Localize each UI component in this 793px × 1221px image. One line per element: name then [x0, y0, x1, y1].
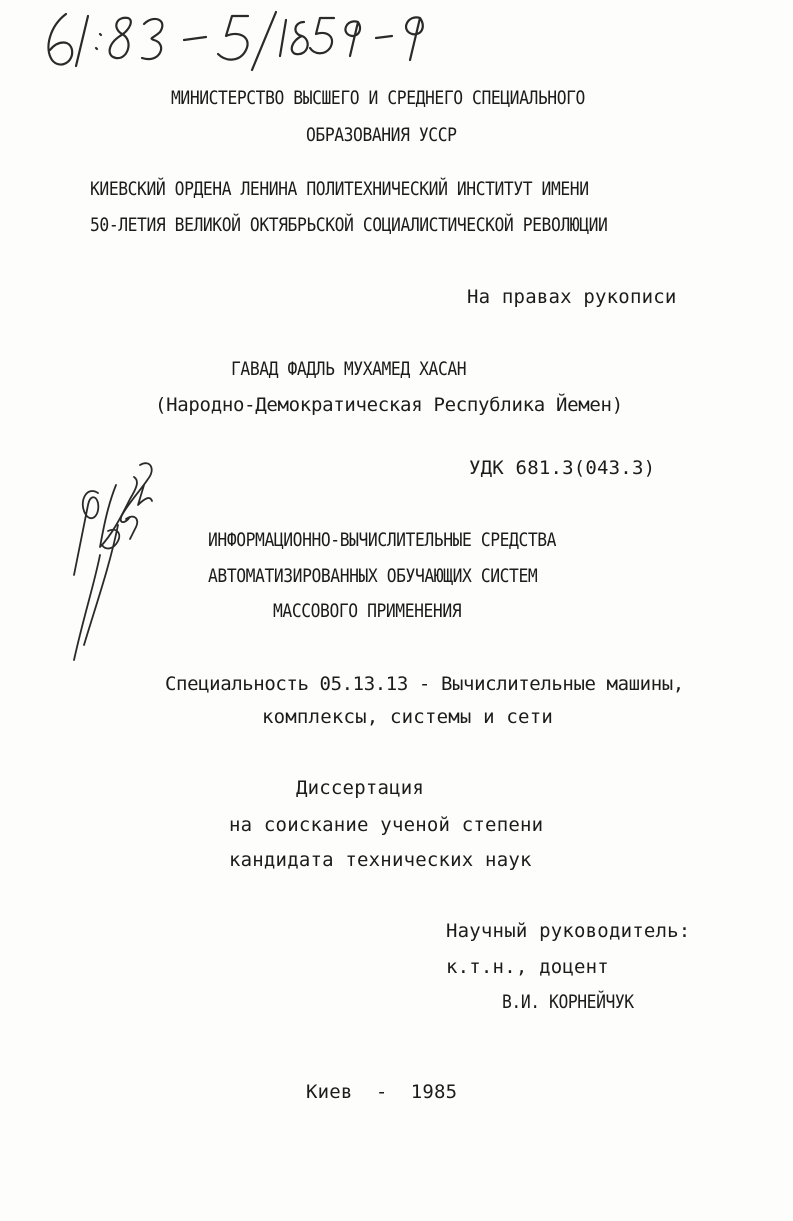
institute-line-1: КИЕВСКИЙ ОРДЕНА ЛЕНИНА ПОЛИТЕХНИЧЕСКИЙ ИНСТИТУТ ИМЕНИ — [90, 178, 589, 200]
udc-code: УДК 681.3(043.3) — [469, 457, 656, 479]
author-name: ГАВАД ФАДЛЬ МУХАМЕД ХАСАН — [231, 358, 467, 380]
manuscript-rights: На правах рукописи — [467, 286, 677, 308]
city-year: Киев - 1985 — [306, 1081, 458, 1103]
supervisor-name: В.И. КОРНЕЙЧУК — [502, 991, 634, 1013]
degree-line-1: на соискание ученой степени — [229, 814, 544, 836]
title-line-3: МАССОВОГО ПРИМЕНЕНИЯ — [273, 600, 462, 622]
dissertation-label: Диссертация — [296, 777, 425, 799]
degree-line-2: кандидата технических наук — [229, 849, 532, 871]
handwritten-signature — [60, 455, 170, 670]
supervisor-degree: к.т.н., доцент — [446, 956, 609, 978]
author-country: (Народно-Демократическая Республика Йемен) — [155, 394, 623, 416]
title-line-2: АВТОМАТИЗИРОВАННЫХ ОБУЧАЮЩИХ СИСТЕМ — [208, 565, 538, 587]
institute-line-2: 50-ЛЕТИЯ ВЕЛИКОЙ ОКТЯБРЬСКОЙ СОЦИАЛИСТИЧЕСКОЙ РЕВОЛЮЦИИ — [90, 214, 608, 236]
ministry-line-1: МИНИСТЕРСТВО ВЫСШЕГО И СРЕДНЕГО СПЕЦИАЛЬНОГО — [171, 87, 585, 109]
title-line-1: ИНФОРМАЦИОННО-ВЫЧИСЛИТЕЛЬНЫЕ СРЕДСТВА — [208, 529, 557, 551]
ministry-line-2: ОБРАЗОВАНИЯ УССР — [306, 124, 457, 146]
specialty-line-2: комплексы, системы и сети — [262, 706, 553, 728]
specialty-line-1: Специальность 05.13.13 - Вычислительные машины, — [165, 673, 684, 695]
supervisor-label: Научный руководитель: — [446, 920, 691, 942]
handwritten-call-number — [36, 4, 456, 74]
